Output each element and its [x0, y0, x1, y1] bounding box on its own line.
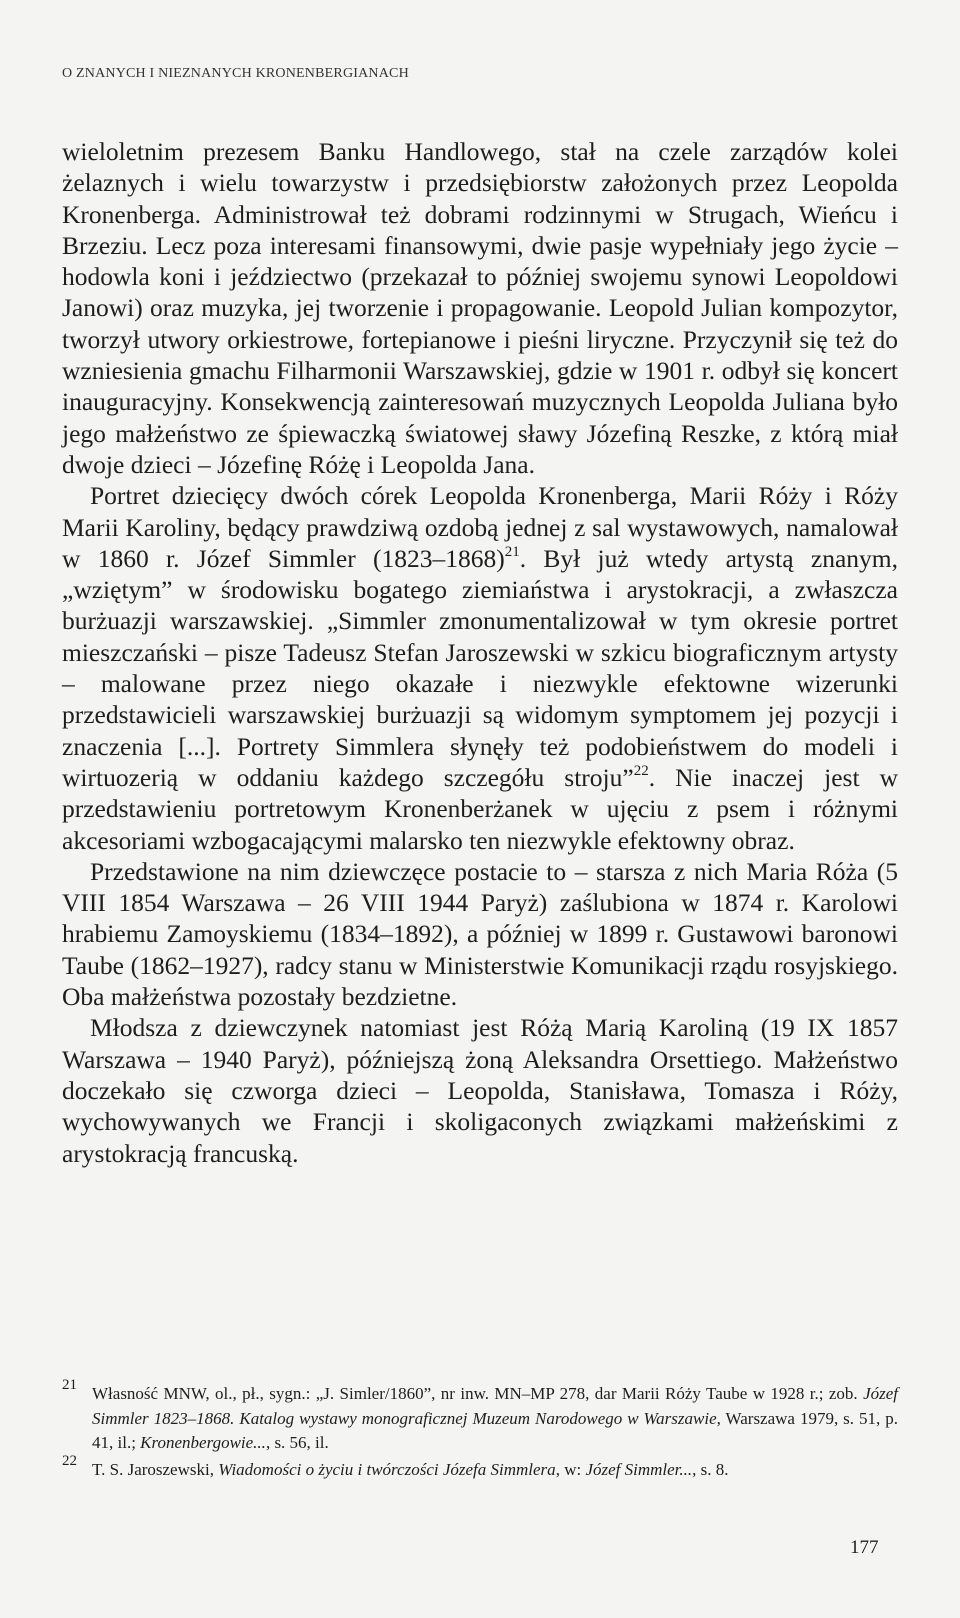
- footnote-22-author: T. S. Jaroszewski,: [92, 1459, 219, 1479]
- footnote-number-21: 21: [62, 1377, 77, 1393]
- footnote-ref-21: 21: [504, 543, 520, 560]
- paragraph-4: Młodsza z dziewczynek natomiast jest Różą Marią Karoliną (19 IX 1857 Warszawa – 1940 Paryż), późniejszą żoną Aleksandra Orsettiego. Małżeństwo doczekało się czworga dzieci – Leopolda, Stanisława, Tomasza i Róży, wychowywanych we Francji i skoligaconych związkami małżeńskimi z arystokracją francuską.: [62, 1013, 898, 1168]
- footnote-21-catalog-title: Józef Simmler 1823–1868. Katalog wystawy monograficznej Muzeum Narodowego w Warszawie: [92, 1384, 898, 1428]
- footnote-21-text-e: , s. 56, il.: [265, 1433, 329, 1452]
- paragraph-2-text-b: . Był już wtedy artystą znanym, „wziętym” w środowisku bogatego ziemiaństwa i arystokracji, a zwłaszcza burżuazji warszawskiej. „Simmler zmonumentalizował w tym okresie portret mieszczański – pisze Tadeusz Stefan Jaroszewski w szkicu biograficznym artysty – malowane przez niego okazałe i niezwykle efektowne wizerunki przedstawicieli warszawskiej burżuazji są widomym symptomem jej pozycji i znaczenia [...]. Portrety Simmlera słynęły też podobieństwem do modeli i wirtuozerią w oddaniu każdego szczegółu stroju”: [62, 543, 898, 792]
- paragraph-1: wieloletnim prezesem Banku Handlowego, stał na czele zarządów kolei żelaznych i wielu towarzystw i przedsiębiorstw założonych przez Leopolda Kronenberga. Administrował też dobrami rodzinnymi w Strugach, Wieńcu i Brzeziu. Lecz poza interesami finansowymi, dwie pasje wypełniały jego życie – hodowla koni i jeździectwo (przekazał to później swojemu synowi Leopoldowi Janowi) oraz muzyka, jej tworzenie i propagowanie. Leopold Julian kompozytor, tworzył utwory orkiestrowe, fortepianowe i pieśni liryczne. Przyczynił się też do wzniesienia gmachu Filharmonii Warszawskiej, gdzie w 1901 r. odbył się koncert inauguracyjny. Konsekwencją zainteresowań muzycznych Leopolda Juliana było jego małżeństwo ze śpiewaczką światowej sławy Józefiną Reszke, z którą miał dwoje dzieci – Józefinę Różę i Leopolda Jana.: [62, 137, 898, 479]
- footnote-21-text-c: , Warszawa 1979, s. 51, p. 41, il.;: [92, 1408, 899, 1452]
- paragraph-2-text-c: . Nie inaczej jest w przedstawieniu portretowym Kronenberżanek w ujęciu z psem i różnymi akcesoriami wzbogacającymi malarsko ten niezwykle efektowny obraz.: [62, 762, 898, 855]
- footnote-21-kronenbergowie: Kronenbergowie...: [140, 1433, 266, 1452]
- footnote-ref-22: 22: [633, 762, 649, 779]
- footnote-22-title: Wiadomości o życiu i twórczości Józefa Simmlera: [218, 1459, 556, 1479]
- paragraph-2-text-a: Portret dziecięcy dwóch córek Leopolda Kronenberga, Marii Róży i Róży Marii Karoliny, będący prawdziwą ozdobą jednej z sal wystawowych, namalował w 1860 r. Józef Simmler (1823–1868): [62, 481, 898, 573]
- footnote-21: [62, 1377, 899, 1456]
- footnote-22: [62, 1452, 898, 1483]
- paragraph-3: Przedstawione na nim dziewczęce postacie to – starsza z nich Maria Róża (5 VIII 1854 Warszawa – 26 VIII 1944 Paryż) zaślubiona w 1874 r. Karolowi hrabiemu Zamoyskiemu (1834–1892), a później w 1899 r. Gustawowi baronowi Taube (1862–1927), radcy stanu w Ministerstwie Komunikacji rządu rosyjskiego. Oba małżeństwa pozostały bezdzietne.: [62, 856, 898, 1012]
- footnotes: [62, 1377, 899, 1482]
- paragraph-2: [62, 480, 898, 856]
- footnote-22-text-e: , s. 8.: [692, 1459, 729, 1479]
- page-number: 177: [850, 1537, 879, 1558]
- body-text: [62, 136, 898, 1169]
- footnote-21-text-a: Własność MNW, ol., pł., sygn.: „J. Simler/1860”, nr inw. MN–MP 278, dar Marii Róży Taube w 1928 r.; zob.: [92, 1384, 864, 1403]
- running-head: O ZNANYCH I NIEZNANYCH KRONENBERGIANACH: [62, 66, 409, 81]
- footnote-number-22: 22: [62, 1452, 77, 1469]
- footnote-22-text-c: , w:: [555, 1459, 586, 1479]
- footnote-22-source: Józef Simmler...: [585, 1459, 693, 1479]
